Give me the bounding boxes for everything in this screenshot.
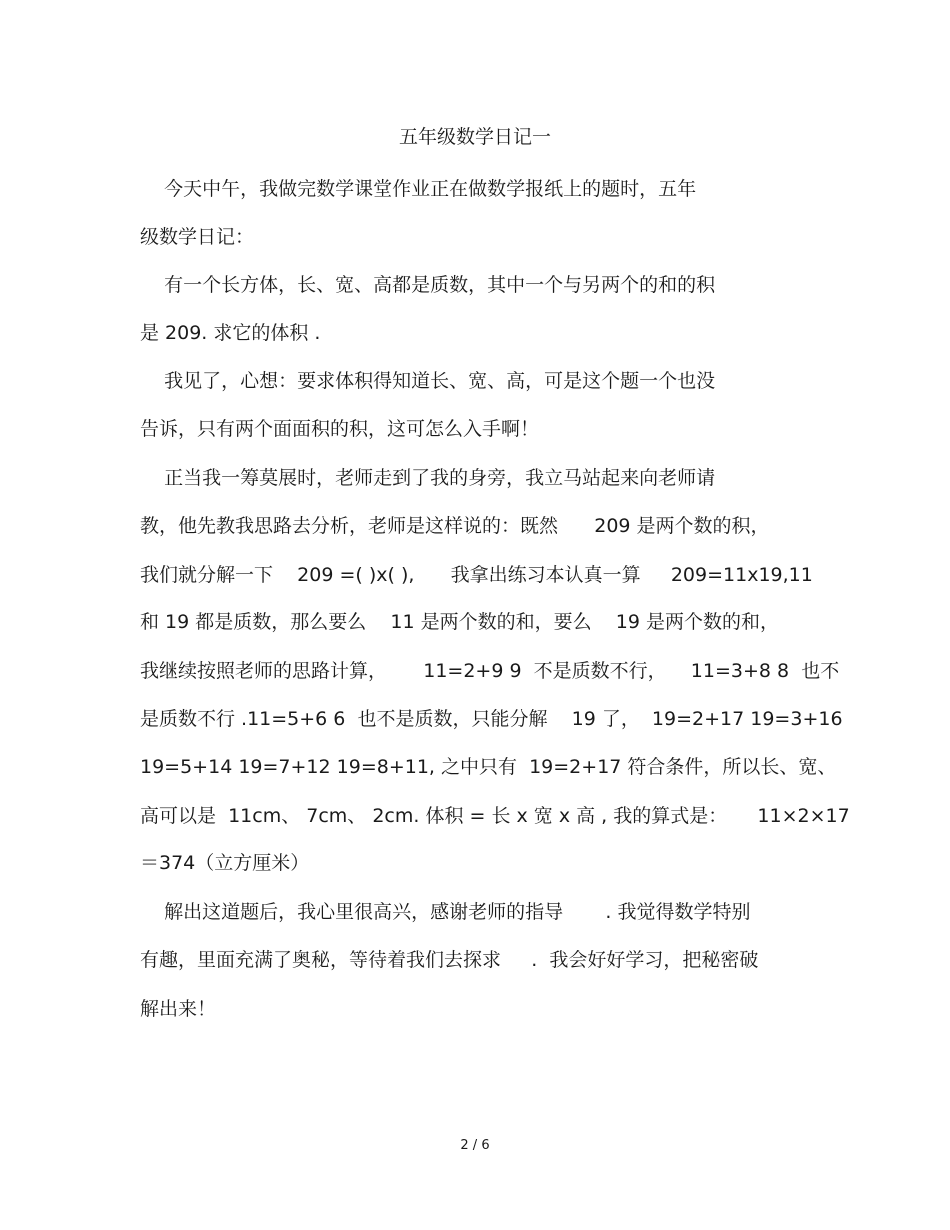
body-line: 我们就分解一下 209 =( )x( ), 我拿出练习本认真一算 209=11x19,11 — [140, 564, 813, 586]
document-title: 五年级数学日记一 — [398, 126, 551, 148]
page-number: 2 / 6 — [460, 1138, 490, 1153]
body-line: 和 19 都是质数，那么要么 11 是两个数的和，要么 19 是两个数的和， — [140, 611, 780, 633]
body-line: 高可以是 11cm、 7cm、 2cm. 体积 = 长 x 宽 x 高 , 我的算式是： 11×2×17 — [140, 805, 850, 827]
body-line: 解出这道题后，我心里很高兴，感谢老师的指导 . 我觉得数学特别 — [140, 901, 751, 923]
body-line: 解出来！ — [140, 998, 217, 1020]
body-line: 我继续按照老师的思路计算， 11=2+9 9 不是质数不行， 11=3+8 8 也不 — [140, 660, 840, 682]
body-line: 有一个长方体，长、宽、高都是质数，其中一个与另两个的和的积 — [140, 274, 716, 296]
body-line: 教，他先教我思路去分析，老师是这样说的：既然 209 是两个数的积， — [140, 515, 770, 537]
body-line: 是质数不行 .11=5+6 6 也不是质数，只能分解 19 了， 19=2+17 19=3+16 — [140, 708, 843, 730]
body-line: 告诉，只有两个面面积的积，这可怎么入手啊！ — [140, 418, 540, 440]
body-line: 级数学日记： — [140, 226, 255, 248]
body-line: 我见了，心想：要求体积得知道长、宽、高，可是这个题一个也没 — [140, 370, 716, 392]
body-line: 19=5+14 19=7+12 19=8+11, 之中只有 19=2+17 符合条件，所以长、宽、 — [140, 756, 837, 778]
body-line: 有趣，里面充满了奥秘，等待着我们去探求 . 我会好好学习，把秘密破 — [140, 949, 759, 971]
body-line: ＝374（立方厘米） — [140, 852, 310, 874]
body-line: 正当我一筹莫展时，老师走到了我的身旁，我立马站起来向老师请 — [140, 467, 716, 489]
body-line: 是 209. 求它的体积 . — [140, 322, 321, 344]
body-line: 今天中午，我做完数学课堂作业正在做数学报纸上的题时，五年 — [140, 178, 697, 200]
